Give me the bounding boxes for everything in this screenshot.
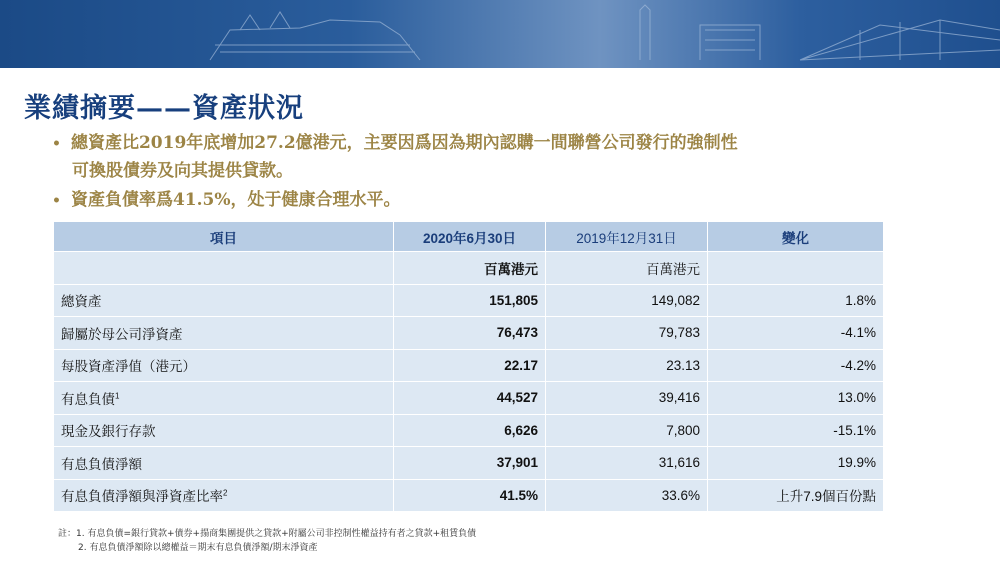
row-label bbox=[54, 447, 394, 480]
row-label-text: 現金及銀行存款 bbox=[61, 424, 156, 440]
row-change: 13.0% bbox=[708, 382, 884, 415]
row-label-text: 每股資產淨值（港元） bbox=[61, 359, 196, 375]
bullet-dot-icon: • bbox=[52, 193, 61, 209]
bullet-1-line2: 可換股債券及向其提供貸款。 bbox=[72, 161, 293, 181]
row-label bbox=[54, 415, 394, 448]
footnote-marker: 1 bbox=[115, 391, 120, 401]
financial-table bbox=[54, 222, 884, 512]
row-label-text: 有息負債 bbox=[61, 391, 115, 407]
row-current: 76,473 bbox=[394, 317, 546, 350]
footnote-2: 2. 有息負債淨額除以總權益＝期末有息負債淨額/期末淨資產 bbox=[78, 543, 318, 553]
page-title: 業績摘要——資產狀況 bbox=[24, 93, 304, 124]
row-label bbox=[54, 382, 394, 415]
row-change: 上升7.9個百份點 bbox=[708, 480, 884, 513]
row-change: 19.9% bbox=[708, 447, 884, 480]
unit-current: 百萬港元 bbox=[394, 252, 546, 285]
row-previous: 39,416 bbox=[546, 382, 708, 415]
unit-previous: 百萬港元 bbox=[546, 252, 708, 285]
row-label bbox=[54, 480, 394, 513]
row-current: 151,805 bbox=[394, 285, 546, 318]
header-change: 變化 bbox=[708, 222, 884, 252]
unit-item bbox=[54, 252, 394, 285]
table-row bbox=[54, 382, 884, 415]
table-row bbox=[54, 480, 884, 513]
row-previous: 7,800 bbox=[546, 415, 708, 448]
table-header-row bbox=[54, 222, 884, 252]
table-row bbox=[54, 285, 884, 318]
row-change: -4.2% bbox=[708, 350, 884, 383]
header-item: 項目 bbox=[54, 222, 394, 252]
skyline-illustration bbox=[0, 0, 1000, 68]
row-previous: 31,616 bbox=[546, 447, 708, 480]
row-label-text: 總資產 bbox=[61, 294, 102, 310]
row-current: 41.5% bbox=[394, 480, 546, 513]
footnote-1: 註：1. 有息負債=銀行貸款+債券+搨商集團提供之貸款+附屬公司非控制性權益持有者之貸款+租賃負債 bbox=[58, 529, 477, 539]
row-label-text: 歸屬於母公司淨資產 bbox=[61, 326, 183, 342]
row-label bbox=[54, 317, 394, 350]
row-current: 6,626 bbox=[394, 415, 546, 448]
table-row bbox=[54, 317, 884, 350]
bullet-total-assets bbox=[52, 130, 902, 185]
row-label-text: 有息負債淨額 bbox=[61, 456, 142, 472]
bullet-gearing bbox=[52, 187, 401, 215]
bullet-1-line1: 總資產比2019年底增加27.2億港元，主要因爲因為期內認購一間聯營公司發行的強制性 bbox=[70, 133, 738, 153]
row-label bbox=[54, 285, 394, 318]
row-previous: 23.13 bbox=[546, 350, 708, 383]
table-row bbox=[54, 447, 884, 480]
bullet-dot-icon: • bbox=[52, 136, 61, 152]
row-change: -4.1% bbox=[708, 317, 884, 350]
header-banner bbox=[0, 0, 1000, 68]
unit-change bbox=[708, 252, 884, 285]
row-previous: 149,082 bbox=[546, 285, 708, 318]
header-current: 2020年6月30日 bbox=[394, 222, 546, 252]
row-current: 22.17 bbox=[394, 350, 546, 383]
row-label-text: 有息負債淨額與淨資產比率 bbox=[61, 489, 223, 505]
row-current: 44,527 bbox=[394, 382, 546, 415]
row-previous: 33.6% bbox=[546, 480, 708, 513]
table-row bbox=[54, 350, 884, 383]
table-units-row bbox=[54, 252, 884, 285]
footnote-marker: 2 bbox=[223, 488, 228, 498]
row-change: -15.1% bbox=[708, 415, 884, 448]
table-row bbox=[54, 415, 884, 448]
header-previous: 2019年12月31日 bbox=[546, 222, 708, 252]
row-previous: 79,783 bbox=[546, 317, 708, 350]
row-label bbox=[54, 350, 394, 383]
row-current: 37,901 bbox=[394, 447, 546, 480]
row-change: 1.8% bbox=[708, 285, 884, 318]
bullet-2-line1: 資產負債率爲41.5%，处于健康合理水平。 bbox=[70, 190, 401, 210]
